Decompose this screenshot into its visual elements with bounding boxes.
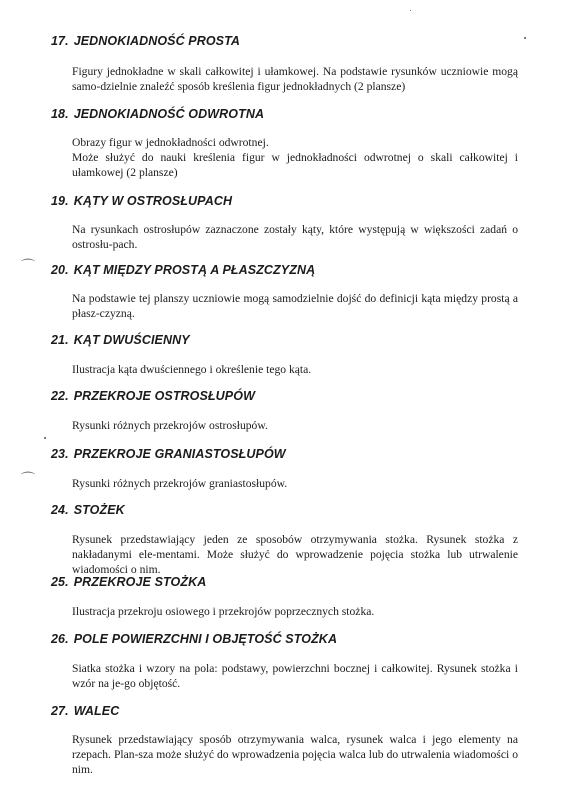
section-text: Ilustracja przekroju osiowego i przekrojów poprzecznych stożka. <box>72 605 375 618</box>
section-number: 18. <box>51 107 69 121</box>
section-body-22 <box>72 418 518 433</box>
section-title: KĄT MIĘDZY PROSTĄ A PŁASZCZYZNĄ <box>73 263 316 277</box>
section-title: JEDNOKIADNOŚĆ ODWROTNA <box>73 107 265 121</box>
section-body-25 <box>72 604 518 619</box>
section-number: 22. <box>51 389 69 403</box>
section-title: PRZEKROJE STOŻKA <box>73 575 207 589</box>
section-text: Na rysunkach ostrosłupów zaznaczone zostały kąty, które występują w większości zadań o ostrosłu-pach. <box>72 223 518 251</box>
section-heading-20 <box>51 263 315 277</box>
section-number: 20. <box>51 263 69 277</box>
section-text: Obrazy figur w jednokładności odwrotnej. <box>72 136 269 149</box>
section-title: KĄTY W OSTROSŁUPACH <box>73 194 233 208</box>
section-number: 24. <box>51 503 69 517</box>
section-number: 21. <box>51 333 69 347</box>
section-text: Figury jednokładne w skali całkowitej i ułamkowej. Na podstawie rysunków uczniowie mogą samo-dzielnie znaleźć sposób kreślenia figur jednokładnych (2 plansze) <box>72 65 518 93</box>
section-title: STOŻEK <box>73 503 125 517</box>
section-number: 25. <box>51 575 69 589</box>
margin-mark-icon: ⌒ <box>21 472 35 488</box>
section-number: 27. <box>51 704 69 718</box>
section-text: Na podstawie tej planszy uczniowie mogą samodzielnie dojść do definicji kąta między prostą a płasz-czyzną. <box>72 292 518 320</box>
section-heading-27 <box>51 704 119 718</box>
speck-mark <box>410 10 411 11</box>
section-heading-18 <box>51 107 264 121</box>
section-heading-17 <box>51 34 240 48</box>
section-body-20 <box>72 291 518 321</box>
section-title: PRZEKROJE OSTROSŁUPÓW <box>73 389 255 403</box>
section-heading-26 <box>51 632 337 646</box>
section-title: KĄT DWUŚCIENNY <box>73 333 190 347</box>
section-heading-25 <box>51 575 206 589</box>
section-text: Rysunki różnych przekrojów graniastosłupów. <box>72 477 288 490</box>
section-heading-22 <box>51 389 255 403</box>
section-text: Może służyć do nauki kreślenia figur w jednokładności odwrotnej o skali całkowitej i ułamkowej (2 plansze) <box>72 151 518 179</box>
section-heading-24 <box>51 503 125 517</box>
section-body-27 <box>72 732 518 777</box>
section-heading-19 <box>51 194 232 208</box>
margin-mark-icon: ⌒ <box>21 259 35 275</box>
section-text: Ilustracja kąta dwuściennego i określenie tego kąta. <box>72 363 312 376</box>
section-text: Rysunek przedstawiający jeden ze sposobów otrzymywania stożka. Rysunek stożka z nakładanymi ele-mentami. Może służyć do wprowadzenie pojęcia stożka lub utrwalenie wiadomości o nim. <box>72 533 518 576</box>
section-body-19 <box>72 222 518 252</box>
section-body-26 <box>72 661 518 691</box>
section-text: Rysunek przedstawiający sposób otrzymywania walca, rysunek walca i jego elementy na rzepach. Plan-sza może służyć do wprowadzenia pojęcia walca lub do utrwalenia wiadomości o nim. <box>72 733 518 776</box>
section-body-23 <box>72 476 518 491</box>
section-body-18 <box>72 135 518 180</box>
speck-mark <box>524 37 526 39</box>
speck-mark <box>44 437 46 439</box>
section-title: POLE POWIERZCHNI I OBJĘTOŚĆ STOŻKA <box>73 632 338 646</box>
section-heading-23 <box>51 447 286 461</box>
section-title: WALEC <box>73 704 120 718</box>
section-body-17 <box>72 64 518 94</box>
section-number: 19. <box>51 194 69 208</box>
section-text: Rysunki różnych przekrojów ostrosłupów. <box>72 419 268 432</box>
section-heading-21 <box>51 333 190 347</box>
section-number: 23. <box>51 447 69 461</box>
section-number: 17. <box>51 34 69 48</box>
section-body-24 <box>72 532 518 577</box>
section-body-21 <box>72 362 518 377</box>
section-text: Siatka stożka i wzory na pola: podstawy, powierzchni bocznej i całkowitej. Rysunek stożka i wzór na je-go objętość. <box>72 662 518 690</box>
section-title: PRZEKROJE GRANIASTOSŁUPÓW <box>73 447 286 461</box>
section-title: JEDNOKIADNOŚĆ PROSTA <box>73 34 241 48</box>
section-number: 26. <box>51 632 69 646</box>
